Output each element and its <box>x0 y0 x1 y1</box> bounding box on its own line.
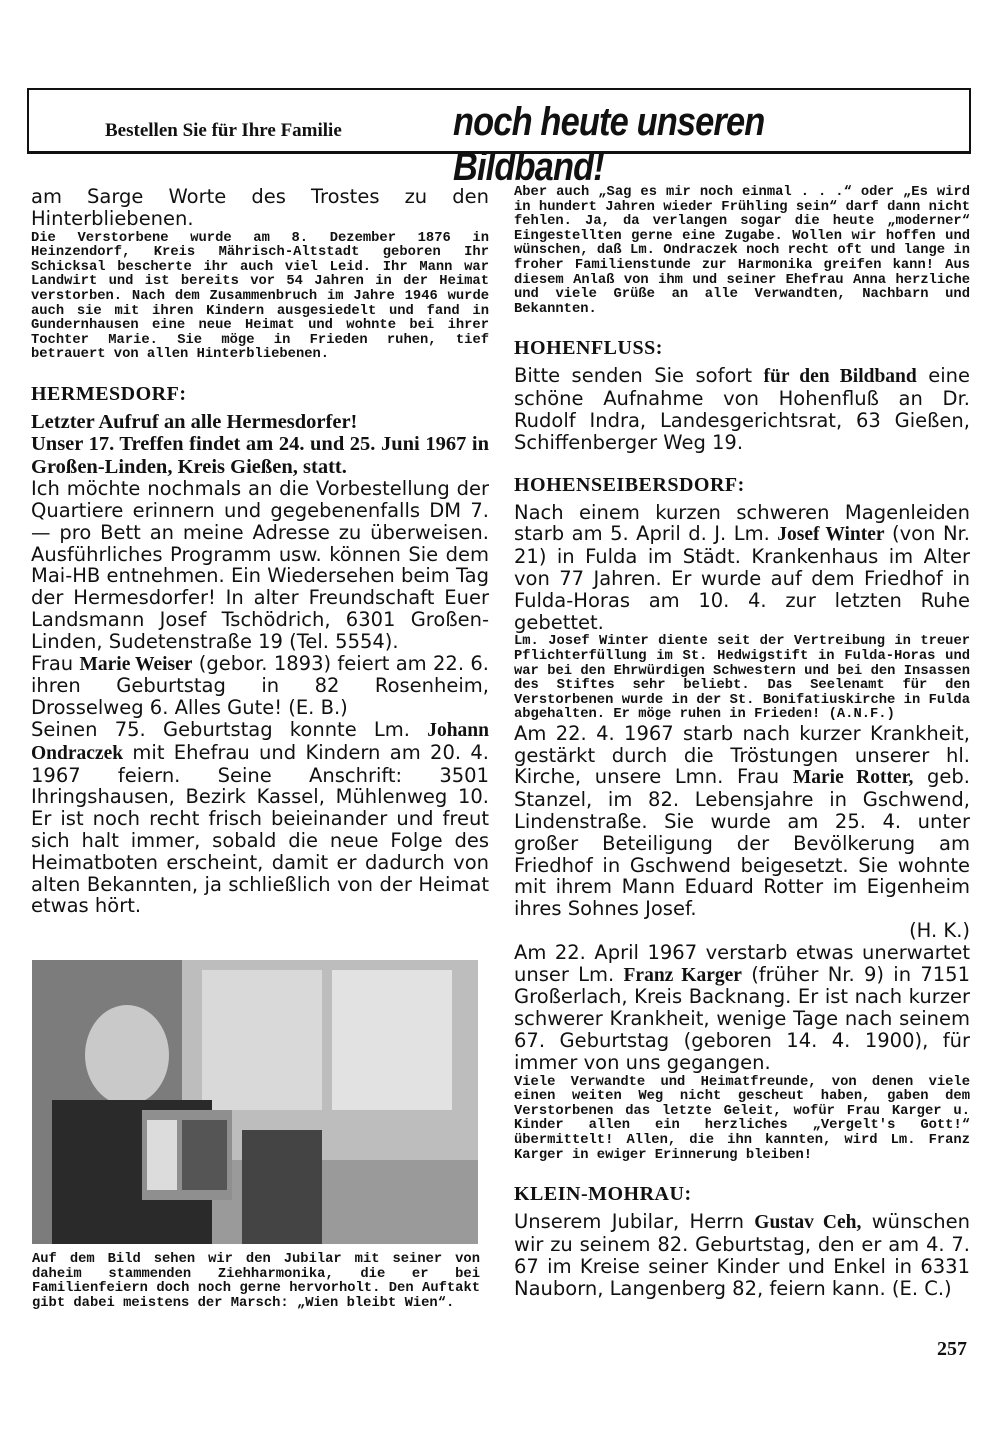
notice-meeting: Unser 17. Treffen findet am 24. und 25. Juni 1967 in Großen-Linden, Kreis Gießen, statt. <box>31 433 489 478</box>
obituary-text: Die Verstorbene wurde am 8. Dezember 1876 in Heinzendorf, Kreis Mährisch-Altstadt geboren Ihr Schicksal bescherte ihr auch viel Leid. Ihr Mann war Landwirt und ist bereits vor 54 Jahren in der Heimat verstorben. Nach dem Zusammenbruch im Jahre 1946 wurde auch sie mit ihren Kindern ausgesiedelt und fand in Gundernhausen eine neue Heimat und wohnte bei ihrer Tochter Marie. Sie möge in Frieden ruhen, tief betrauert von allen Hinterbliebenen. <box>31 230 489 363</box>
page-number: 257 <box>937 1338 967 1360</box>
photo-caption <box>32 1251 480 1311</box>
banner-text: Bestellen Sie für Ihre Familie <box>105 120 342 141</box>
person-name: Marie Rotter, <box>792 767 914 789</box>
person-name: Marie Weiser <box>79 653 193 675</box>
banner-slogan: noch heute unseren Bildband! <box>453 100 765 189</box>
text: Nach einem kurzen schweren Magenleiden starb am 5. April d. J. Lm. <box>514 500 970 546</box>
person-name: Josef Winter <box>777 524 885 546</box>
text: Frau <box>31 651 80 675</box>
request-notice <box>514 365 970 453</box>
obituary-text: Lm. Josef Winter diente seit der Vertreibung in treuer Pflichterfüllung im St. Hedwigstift in Fulda-Horas und war bei den Ehrwürdigen Schwestern und bei den Insassen des Stiftes sehr beliebt. Das Seelenamt für den Verstorbenen wurde in der St. Bonifatiuskirche in Fulda abgehalten. Er möge ruhen in Frieden! (A.N.F.) <box>514 634 970 723</box>
banner-box <box>27 88 971 189</box>
photo-image <box>32 960 478 1244</box>
section-heading-hohenfluss: HOHENFLUSS: <box>514 337 663 360</box>
death-notice <box>514 502 970 634</box>
photo-accordion-player <box>32 960 478 1244</box>
text: mit Ehefrau und Kindern am 20. 4. 1967 feiern. Seine Anschrift: 3501 Ihringshausen, Bezirk Kassel, Mühlenweg 10. Er ist noch recht frisch beieinander und freut sich halt immer, sobald die neue Folge des Heimatboten erscheint, damit er dadurch von alten Bekannten, ja schließlich von der Heimat etwas hört. <box>31 740 489 918</box>
text: (von Nr. 21) in Fulda im Städt. Krankenhaus im Alter von 77 Jahren. Er wurde auf dem Friedhof in Fulda-Horas am 10. 4. zur letzten Ruhe gebettet. <box>514 522 970 634</box>
emphasis: für den Bildband <box>763 366 917 388</box>
text: eine schöne Aufnahme von Hohenfluß an Dr. Rudolf Indra, Landesgerichtsrat, 63 Gießen, Schiffenberger Weg 19. <box>514 364 970 454</box>
signature: (H. K.) <box>909 919 970 943</box>
text: Am 22. April 1967 verstarb etwas unerwartet unser Lm. <box>514 940 970 986</box>
person-name: Franz Karger <box>623 964 742 986</box>
paragraph: Aber auch „Sag es mir noch einmal . . .“ oder „Es wird in hundert Jahren wieder Frühling sein“ darf dann nicht fehlen. Ja, da verlangen sogar die heute „moderner“ Eingestellten gerne eine Zugabe. Wollen wir hoffen und wünschen, daß Lm. Ondraczek noch recht oft und lange in froher Familienstunde zur Harmonika greifen kann! Aus diesem Anlaß von ihm und seiner Ehefrau Anna herzliche und viele Grüße an alle Verwandten, Nachbarn und Bekannten. <box>514 185 970 317</box>
birthday-notice <box>31 653 489 719</box>
text: Unserem Jubilar, Herrn <box>514 1210 755 1234</box>
death-notice <box>514 723 970 920</box>
text: (gebor. 1893) feiert am 22. 6. ihren Geburtstag in 82 Rosenheim, Drosselweg 6. Alles Gute! (E. B.) <box>31 651 489 720</box>
paragraph: am Sarge Worte des Trostes zu den Hinterbliebenen. <box>31 185 489 230</box>
death-notice <box>514 942 970 1074</box>
birthday-notice <box>31 719 489 917</box>
section-heading-klein-mohrau: KLEIN-MOHRAU: <box>514 1183 692 1206</box>
section-heading-hermesdorf: HERMESDORF: <box>31 382 187 405</box>
obituary-text: Viele Verwandte und Heimatfreunde, von denen viele einen weiten Weg nicht gescheut haben, gaben dem Verstorbenen das letzte Geleit, wofür Frau Karger u. Kinder allen ein herzliches „Vergelt's Gott!“ übermittelt! Allen, die ihn kannten, wird Lm. Franz Karger in ewiger Erinnerung bleiben! <box>514 1074 970 1163</box>
caption-text: Auf dem Bild sehen wir den Jubilar mit seiner von daheim stammenden Ziehharmonika, die er bei Familienfeiern doch noch gerne hervorholt. Den Auftakt gibt dabei meistens der Marsch: „Wien bleibt Wien“. <box>32 1252 480 1311</box>
left-column <box>31 186 489 917</box>
text: wünschen wir zu seinem 82. Geburtstag, den er am 4. 7. 67 im Kreise seiner Kinder und Enkel in 6331 Nauborn, Langenberg 82, feiern kann. (E. C.) <box>514 1210 970 1300</box>
notice-title: Letzter Aufruf an alle Hermesdorfer! <box>31 410 358 433</box>
text: Seinen 75. Geburtstag konnte Lm. <box>31 717 428 741</box>
paragraph: Ich möchte nochmals an die Vorbestellung der Quartiere erinnern und gegebenenfalls DM 7.— pro Bett an meine Adresse zu überweisen. Ausführliches Programm usw. können Sie dem Mai-HB entnehmen. Ein Wiedersehen beim Tag der Hermesdorfer! In alter Freundschaft Euer Landsmann Josef Tschödrich, 6301 Großen-Linden, Sudetenstraße 19 (Tel. 5554). <box>31 477 489 653</box>
text: (früher Nr. 9) in 7151 Großerlach, Kreis Backnang. Er ist nach kurzer schwerer Krankheit, wenige Tage nach seinem 67. Geburtstag (geboren 14. 4. 1900), für immer von uns gegangen. <box>514 962 970 1074</box>
person-name: Gustav Ceh, <box>754 1212 862 1234</box>
text: Am 22. 4. 1967 starb nach kurzer Krankheit, gestärkt durch die Tröstungen unserer hl. Kirche, unsere Lmn. Frau <box>514 721 970 789</box>
right-column <box>514 186 970 1299</box>
birthday-notice <box>514 1211 970 1299</box>
text: Bitte senden Sie sofort <box>514 364 764 388</box>
text: geb. Stanzel, im 82. Lebensjahre in Gschwend, Lindenstraße. Sie wurde am 25. 4. unter großer Beteiligung der Bevölkerung am Friedhof in Gschwend beigesetzt. Sie wohnte mit ihrem Mann Eduard Rotter im Eigenheim ihres Sohnes Josef. <box>514 765 970 921</box>
section-heading-hohenseibersdorf: HOHENSEIBERSDORF: <box>514 473 745 496</box>
person-name: Johann Ondraczek <box>31 719 489 764</box>
